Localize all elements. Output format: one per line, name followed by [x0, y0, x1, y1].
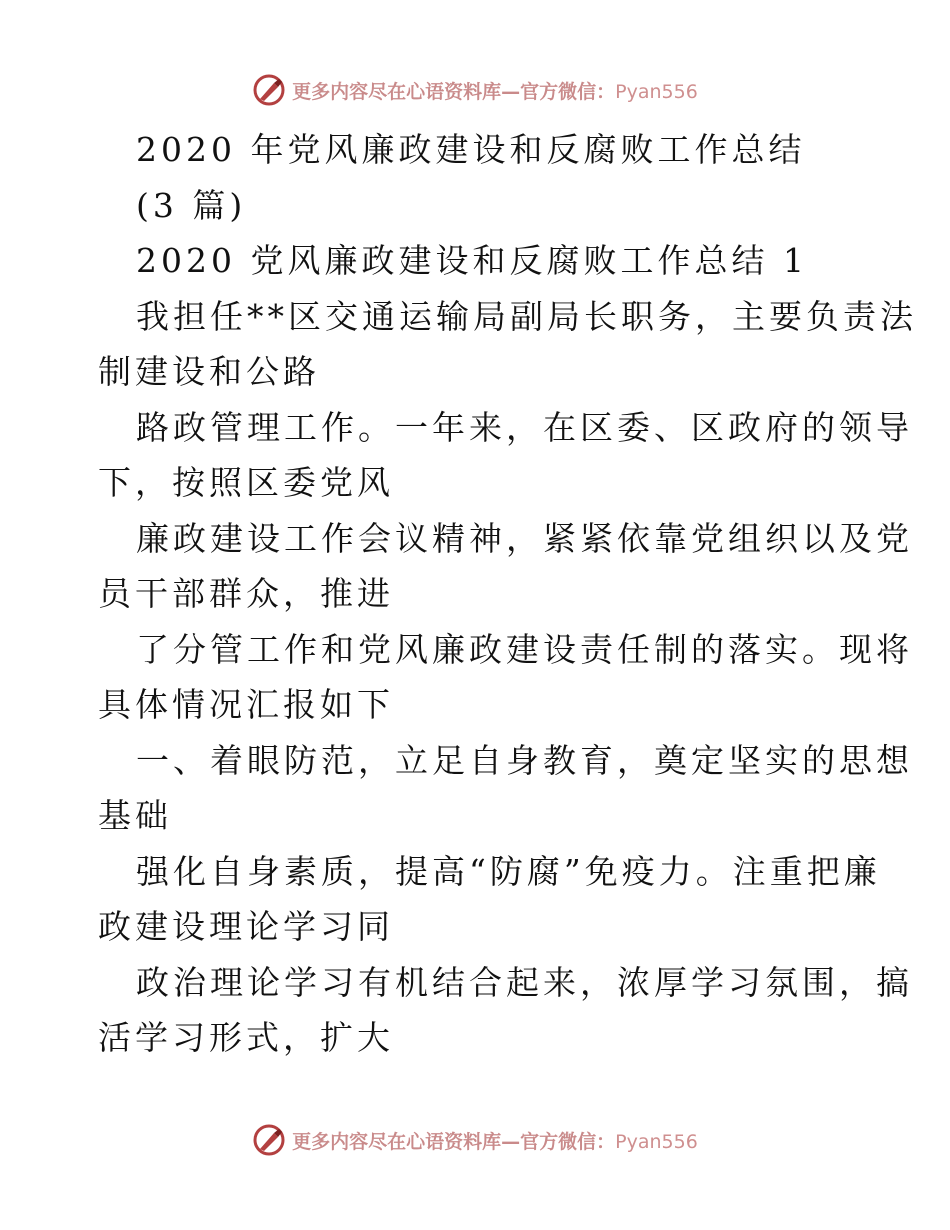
footer-banner: [0, 1120, 950, 1160]
paragraph-line: 政治理论学习有机结合起来，浓厚学习氛围，搞: [136, 962, 913, 1002]
doc-title-line-2: (3 篇): [136, 185, 247, 225]
paragraph-line: 活学习形式，扩大: [98, 1018, 394, 1057]
paragraph-line: 具体情况汇报如下: [98, 685, 394, 724]
paragraph-line: 了分管工作和党风廉政建设责任制的落实。现将: [136, 629, 913, 669]
paragraph-line: 廉政建设工作会议精神，紧紧依靠党组织以及党: [136, 518, 913, 558]
subsection-heading: 一、着眼防范，立足自身教育，奠定坚实的思想: [136, 740, 913, 780]
header-banner-wechat-id: Pyan556: [615, 80, 698, 103]
paragraph-line: 政建设理论学习同: [98, 907, 394, 946]
paragraph-line: 下，按照区委党风: [98, 463, 394, 502]
header-banner: [0, 70, 950, 110]
header-banner-main: 更多内容尽在心语资料库—官方微信：: [292, 80, 616, 103]
header-banner-text: [292, 77, 698, 104]
paragraph-line: 员干部群众，推进: [98, 574, 394, 613]
footer-banner-text: [292, 1127, 698, 1154]
paragraph-line: 强化自身素质，提高“防腐”免疫力。注重把廉: [136, 851, 881, 891]
document-body: [98, 122, 917, 1066]
footer-banner-wechat-id: Pyan556: [615, 1130, 698, 1153]
pen-nib-logo-icon: [252, 73, 286, 107]
section-heading: 2020 党风廉政建设和反腐败工作总结 1: [136, 241, 808, 280]
doc-title-line-1: 2020 年党风廉政建设和反腐败工作总结: [136, 130, 806, 169]
paragraph-line: 制建设和公路: [98, 352, 320, 391]
footer-banner-main: 更多内容尽在心语资料库—官方微信：: [292, 1130, 616, 1153]
pen-nib-logo-icon: [252, 1123, 286, 1157]
paragraph-line: 路政管理工作。一年来，在区委、区政府的领导: [136, 407, 913, 447]
paragraph-line: 我担任**区交通运输局副局长职务，主要负责法: [136, 296, 917, 336]
subsection-heading-cont: 基础: [98, 796, 172, 835]
